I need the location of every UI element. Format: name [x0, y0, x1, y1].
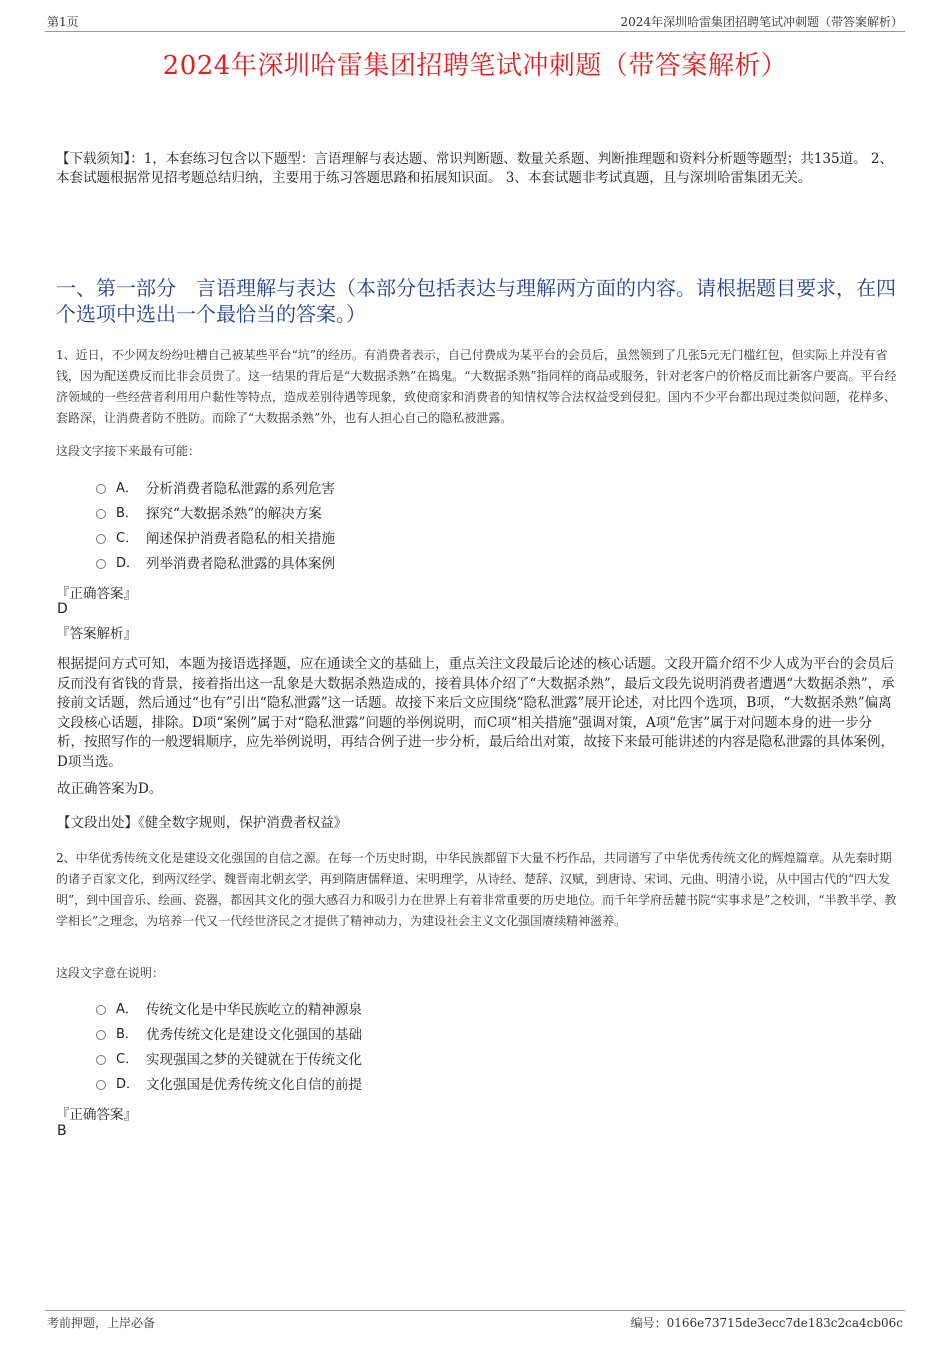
question-1-conclusion: 故正确答案为D。	[57, 781, 163, 797]
question-2-options	[96, 995, 362, 1095]
radio-icon[interactable]	[96, 559, 106, 569]
option-letter: A．	[116, 481, 138, 496]
option-letter: A．	[116, 1002, 138, 1017]
question-2-option-d[interactable]	[96, 1070, 362, 1095]
document-title: 2024年深圳哈雷集团招聘笔试冲刺题（带答案解析）	[162, 51, 788, 81]
question-2-option-b[interactable]	[96, 1020, 362, 1045]
option-letter: B．	[116, 506, 138, 521]
header-divider	[45, 31, 905, 32]
header-doc-title: 2024年深圳哈雷集团招聘笔试冲刺题（带答案解析）	[620, 15, 903, 29]
question-1-passage: 1、近日，不少网友纷纷吐槽自己被某些平台“坑”的经历。有消费者表示，自己付费成为某平台的会员后，虽然领到了几张5元无门槛红包，但实际上并没有省钱，因为配送费反而比非会员贵了。这一结果的背后是“大数据杀熟”在捣鬼。“大数据杀熟”指同样的商品或服务，针对老客户的价格反而比新客户要高。平台经济领域的一些经营者利用用户黏性等特点，造成差别待遇等现象，致使商家和消费者的知情权等合法权益受到侵犯。国内不少平台都出现过类似问题，花样多、套路深，让消费者防不胜防。而除了“大数据杀熟”外，也有人担心自己的隐私被泄露。	[56, 348, 897, 425]
radio-icon[interactable]	[96, 1055, 106, 1065]
question-1-option-b[interactable]	[96, 499, 335, 524]
question-1-answer-label: 『正确答案』	[56, 586, 137, 602]
question-1-source: 【文段出处】《健全数字规则，保护消费者权益》	[57, 815, 348, 831]
option-text: 实现强国之梦的关键就在于传统文化	[146, 1051, 362, 1068]
question-1-analysis-label: 『答案解析』	[56, 626, 137, 642]
radio-icon[interactable]	[96, 509, 106, 519]
question-2-answer: B	[57, 1123, 67, 1139]
radio-icon[interactable]	[96, 534, 106, 544]
radio-icon[interactable]	[96, 1030, 106, 1040]
question-1-option-a[interactable]	[96, 474, 335, 499]
option-letter: C．	[116, 531, 139, 546]
question-1-analysis: 根据提问方式可知，本题为接语选择题，应在通读全文的基础上，重点关注文段最后论述的核心话题。文段开篇介绍不少人成为平台的会员后反而没有省钱的背景，接着指出这一乱象是大数据杀熟造成的，接着具体介绍了“大数据杀熟”，最后文段先说明消费者遭遇“大数据杀熟”，承接前文话题，然后通过“也有”引出“隐私泄露”这一话题。故接下来后文应围绕“隐私泄露”展开论述，对比四个选项，B项，“大数据杀熟”偏离文段核心话题，排除。D项“案例”属于对“隐私泄露”问题的举例说明，而C项“相关措施”强调对策，A项“危害”属于对问题本身的进一步分析，按照写作的一般逻辑顺序，应先举例说明，再结合例子进一步分析，最后给出对策，故接下来最可能讲述的内容是隐私泄露的具体案例，D项当选。	[57, 656, 895, 770]
question-2-option-c[interactable]	[96, 1045, 362, 1070]
option-text: 文化强国是优秀传统文化自信的前提	[146, 1076, 362, 1093]
question-1-prompt: 这段文字接下来最有可能：	[56, 444, 201, 458]
section-heading: 一、第一部分 言语理解与表达（本部分包括表达与理解两方面的内容。请根据题目要求，在四个选项中选出一个最恰当的答案。）	[56, 276, 896, 326]
option-text: 列举消费者隐私泄露的具体案例	[146, 555, 335, 572]
option-text: 阐述保护消费者隐私的相关措施	[146, 530, 335, 547]
question-2-passage: 2、中华优秀传统文化是建设文化强国的自信之源。在每一个历史时期，中华民族都留下大量不朽作品，共同谱写了中华优秀传统文化的辉煌篇章。从先秦时期的诸子百家文化，到两汉经学、魏晋南北朝玄学，再到隋唐儒释道、宋明理学，从诗经、楚辞、汉赋，到唐诗、宋词、元曲、明清小说，从中国古代的“四大发明”，到中国音乐、绘画、瓷器，都因其文化的强大感召力和吸引力在世界上有着非常重要的历史地位。而千年学府岳麓书院“实事求是”之校训，“半教半学、教学相长”之理念，为培养一代又一代经世济民之才提供了精神动力，为建设社会主义文化强国赓续精神滋养。	[56, 851, 897, 928]
question-2-answer-label: 『正确答案』	[56, 1107, 137, 1123]
footer-slogan: 考前押题，上岸必备	[47, 1316, 156, 1330]
option-text: 探究“大数据杀熟”的解决方案	[146, 505, 322, 522]
radio-icon[interactable]	[96, 484, 106, 494]
option-letter: B．	[116, 1027, 138, 1042]
radio-icon[interactable]	[96, 1005, 106, 1015]
option-letter: C．	[116, 1052, 139, 1067]
footer-serial: 编号：0166e73715de3ecc7de183c2ca4cb06c	[630, 1316, 903, 1330]
question-2-prompt: 这段文字意在说明：	[56, 966, 165, 980]
question-1-options	[96, 474, 335, 574]
option-text: 传统文化是中华民族屹立的精神源泉	[146, 1001, 362, 1018]
download-notice: 【下载须知】：1，本套练习包含以下题型：言语理解与表达题、常识判断题、数量关系题、判断推理题和资料分析题等题型；共135道。 2、本套试题根据常见招考题总结归纳，主要用于练习答题思路和拓展知识面。 3、本套试题非考试真题，且与深圳哈雷集团无关。	[56, 151, 893, 186]
question-2-option-a[interactable]	[96, 995, 362, 1020]
option-letter: D．	[116, 556, 140, 571]
question-1-option-d[interactable]	[96, 549, 335, 574]
option-letter: D．	[116, 1077, 140, 1092]
radio-icon[interactable]	[96, 1080, 106, 1090]
question-1-option-c[interactable]	[96, 524, 335, 549]
question-1-answer: D	[57, 601, 68, 617]
option-text: 优秀传统文化是建设文化强国的基础	[146, 1026, 362, 1043]
option-text: 分析消费者隐私泄露的系列危害	[146, 480, 335, 497]
page-number: 第1页	[47, 15, 79, 29]
footer-divider	[45, 1310, 905, 1311]
